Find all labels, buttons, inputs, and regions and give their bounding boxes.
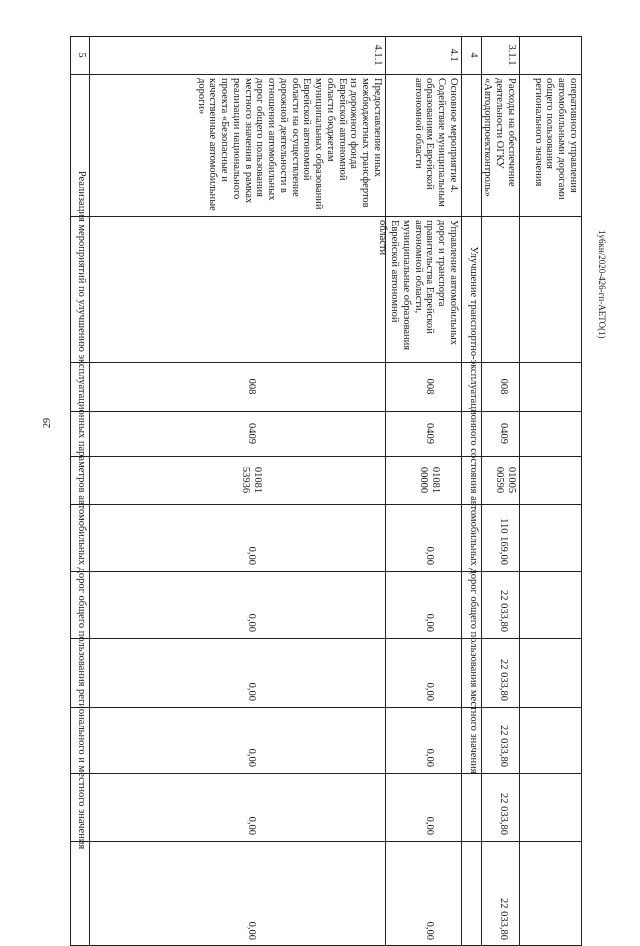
row-3-v2: 0,00 [246, 613, 257, 632]
section-5-num: 5 [76, 52, 87, 58]
row-2-grbs: 008 [424, 378, 435, 395]
row-3-rzpr: 0409 [246, 423, 257, 444]
row-3-csr: 01081 53936 [240, 466, 263, 494]
row-2-v3: 0,00 [424, 682, 435, 701]
row-3-exec [90, 216, 302, 362]
row-2-csr: 01081 00000 [418, 466, 441, 494]
row-3-v5: 0,00 [246, 816, 257, 835]
budget-table [70, 36, 582, 946]
section-4-title: Улучшение транспортно-эксплуатационного состояния автомобильных дорог общего пользования местного значения [468, 246, 479, 774]
row-1-v4: 22 033,80 [498, 725, 509, 767]
row-1-v3: 22 033,80 [498, 659, 509, 701]
section-4-num: 4 [468, 52, 479, 58]
row-2-v2: 0,00 [424, 613, 435, 632]
row-1-exec [482, 216, 520, 362]
page-number: 29 [42, 418, 53, 428]
row-1-num: 3.1.1 [506, 44, 517, 66]
row-2-v1: 0,00 [424, 546, 435, 565]
row-3-v6: 0,00 [246, 921, 257, 940]
row-1-v5: 22 033,80 [498, 793, 509, 835]
row-2-rzpr: 0409 [424, 423, 435, 444]
document-code: 1у6кн/2020-426-гп-АЕТО(1) [597, 230, 607, 339]
row-2-v5: 0,00 [424, 816, 435, 835]
row-2-exec: Управление автомобильных дорог и транспорта правительства Еврейской автономной области, муниципальные образования Еврейской автономной области [377, 220, 459, 351]
section-5-title: Реализация мероприятий по улучшению эксплуатационных параметров автомобильных дорог общего пользования регионального и местного значения [76, 170, 87, 850]
row-2-v4: 0,00 [424, 748, 435, 767]
row-3-num: 4.1.1 [372, 44, 383, 66]
row-2-name: Основное мероприятие 4. Содействие муниципальным образованиям Еврейской автономной области [412, 78, 459, 207]
row-1-name: Расходы на обеспечение деятельности ОГКУ «Автодорпроектконтроль» [482, 78, 517, 198]
row-1-v6: 22 033,80 [498, 898, 509, 940]
row-3-grbs: 008 [246, 378, 257, 395]
row-3-v1: 0,00 [246, 546, 257, 565]
row-2-v6: 0,00 [424, 921, 435, 940]
row-1-rzpr: 0409 [498, 423, 509, 444]
row-2-num: 4.1 [448, 48, 459, 62]
row-3-name: Предоставление иных межбюджетных трансфертов из дорожного фонда Еврейской автономной области бюджетам муниципальных образований Еврейской автономной области на осуществление дорожной деятельности в отношении автомобильных дорог общего пользования местного значения в рамках реализации национального проекта «Безопасные и качественные автомобильные дороги» [195, 78, 383, 211]
row-1-v1: 110 169,00 [498, 518, 509, 565]
row-1-csr: 01005 00590 [494, 466, 517, 494]
row-1-grbs: 008 [498, 378, 509, 395]
row-3-v4: 0,00 [246, 748, 257, 767]
row-3-v3: 0,00 [246, 682, 257, 701]
row-1-v2: 22 033,80 [498, 590, 509, 632]
row-0-name: оперативного управления автомобильными дорогами общего пользования регионального значения [532, 78, 579, 200]
